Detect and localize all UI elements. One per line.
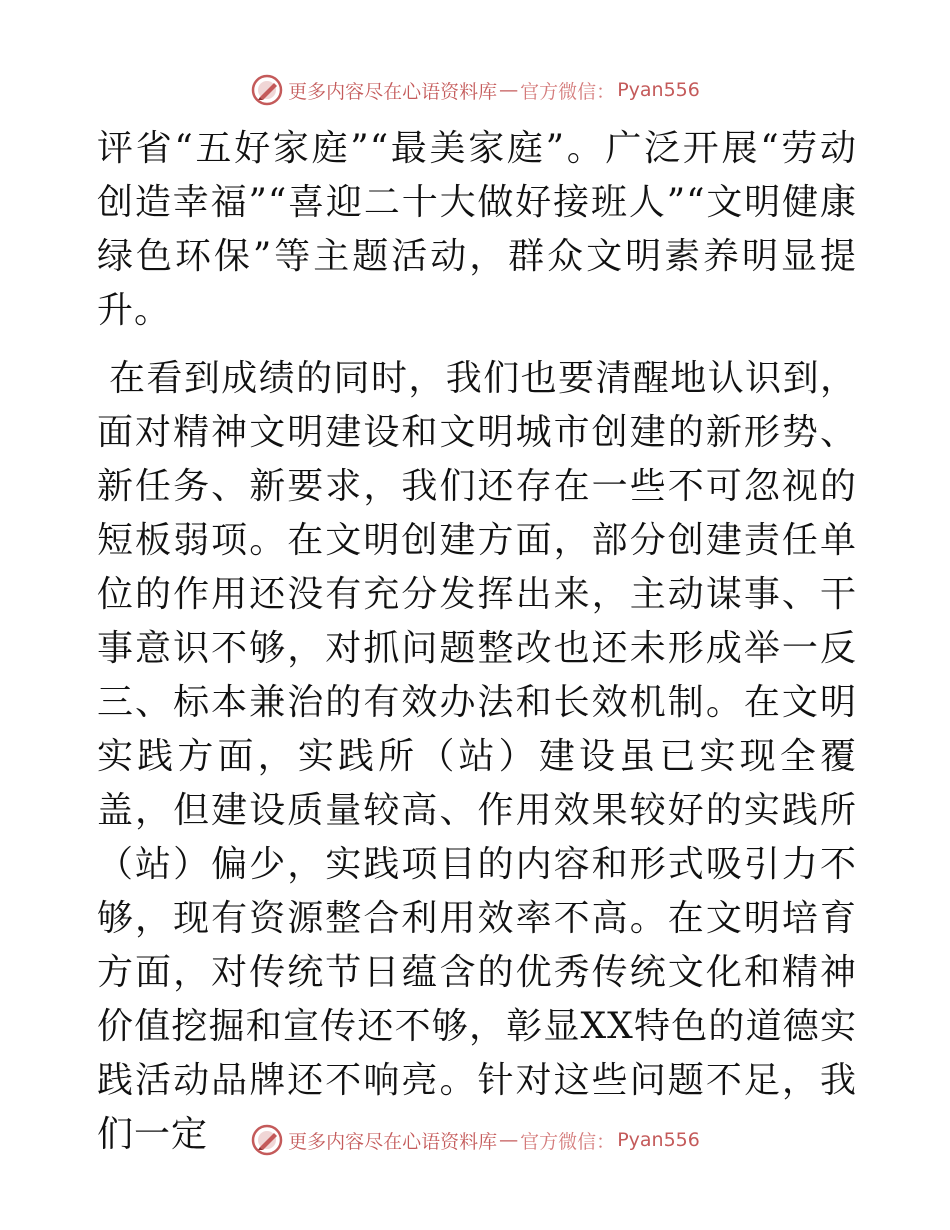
- watermark-account: Pyan556: [617, 1129, 700, 1151]
- footer-watermark: [0, 1120, 950, 1160]
- header-watermark: [0, 70, 950, 110]
- watermark-label: 官方微信：: [520, 80, 616, 103]
- watermark-account: Pyan556: [617, 79, 700, 101]
- watermark-site-text: 更多内容尽在心语资料库: [288, 80, 498, 103]
- brand-logo-icon: [250, 73, 284, 107]
- watermark-separator: —: [499, 1129, 519, 1151]
- watermark-site-text: 更多内容尽在心语资料库: [288, 1130, 498, 1153]
- body-paragraph-1: 评省“五好家庭”“最美家庭”。广泛开展“劳动创造幸福”“喜迎二十大做好接班人”“文明健康绿色环保”等主题活动，群众文明素养明显提升。: [97, 128, 857, 331]
- watermark-separator: —: [499, 79, 519, 101]
- body-paragraph-2: 在看到成绩的同时，我们也要清醒地认识到，面对精神文明建设和文明城市创建的新形势、新任务、新要求，我们还存在一些不可忽视的短板弱项。在文明创建方面，部分创建责任单位的作用还没有充分发挥出来，主动谋事、干事意识不够，对抓问题整改也还未形成举一反三、标本兼治的有效办法和长效机制。在文明实践方面，实践所（站）建设虽已实现全覆盖，但建设质量较高、作用效果较好的实践所（站）偏少，实践项目的内容和形式吸引力不够，现有资源整合利用效率不高。在文明培育方面，对传统节日蕴含的优秀传统文化和精神价值挖掘和宣传还不够，彰显XX特色的道德实践活动品牌还不响亮。针对这些问题不足，我们一定: [97, 358, 857, 1155]
- document-body: [97, 122, 857, 1162]
- watermark-label: 官方微信：: [520, 1130, 616, 1153]
- brand-logo-icon: [250, 1123, 284, 1157]
